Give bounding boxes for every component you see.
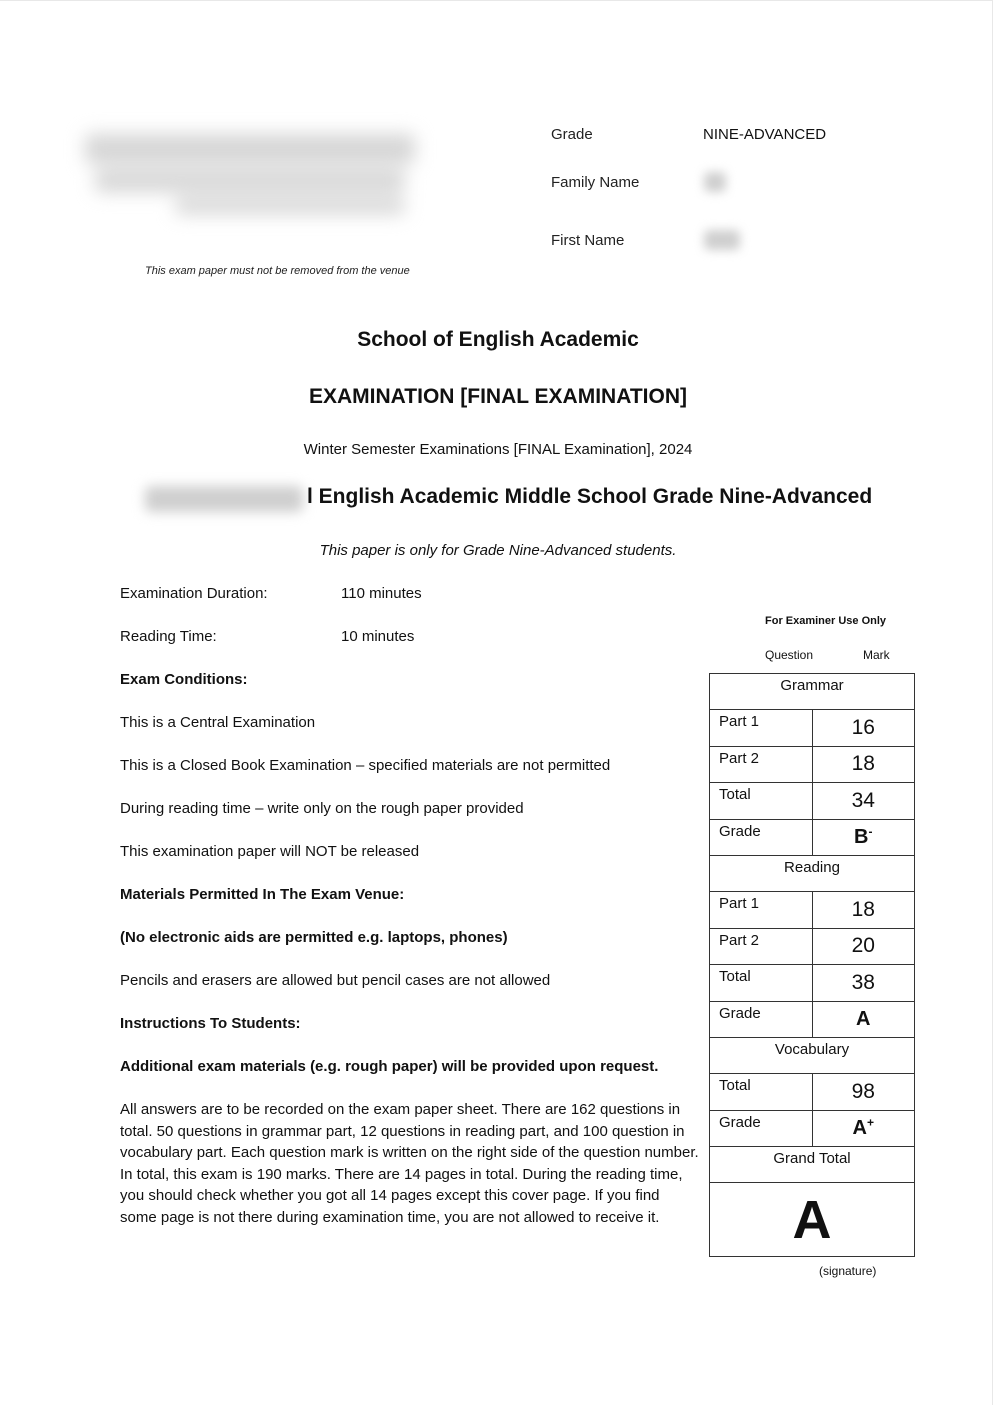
marks-table — [709, 673, 915, 1257]
exam-title: EXAMINATION [FINAL EXAMINATION] — [309, 385, 687, 408]
vocabulary-grade-label: Grade — [710, 1110, 813, 1147]
vocabulary-total-label: Total — [710, 1074, 813, 1111]
grammar-part1-label: Part 1 — [710, 710, 813, 747]
table-row — [710, 1074, 915, 1111]
vocabulary-grade-modifier: + — [866, 1115, 874, 1130]
reading-part2-mark: 20 — [812, 928, 915, 965]
grammar-part2-label: Part 2 — [710, 746, 813, 783]
vocabulary-grade-letter: A — [852, 1116, 867, 1139]
redacted-logo — [85, 128, 415, 218]
redacted-first-name — [704, 230, 740, 250]
mark-column-header: Mark — [863, 648, 890, 662]
duration-value: 110 minutes — [341, 585, 422, 602]
question-column-header: Question — [765, 648, 814, 662]
reading-grade: A — [812, 1001, 915, 1038]
grammar-heading: Grammar — [710, 674, 915, 710]
signature-label: (signature) — [819, 1264, 877, 1278]
grade-label: Grade — [551, 126, 593, 143]
reading-total-mark: 38 — [812, 965, 915, 1002]
condition-line: This is a Central Examination — [120, 714, 316, 731]
first-name-label: First Name — [551, 232, 625, 249]
reading-time-label: Reading Time: — [120, 628, 217, 645]
grand-total-heading: Grand Total — [710, 1147, 915, 1183]
vocabulary-grade — [812, 1110, 915, 1147]
grammar-grade — [812, 819, 915, 856]
instructions-note: Additional exam materials (e.g. rough paper) will be provided upon request. — [120, 1058, 659, 1075]
vocabulary-total-mark: 98 — [812, 1074, 915, 1111]
condition-line: This is a Closed Book Examination – specified materials are not permitted — [120, 757, 611, 774]
grammar-grade-letter: B — [854, 825, 869, 848]
paper-note: This paper is only for Grade Nine-Advanced students. — [319, 542, 677, 559]
grammar-total-mark: 34 — [812, 783, 915, 820]
grammar-grade-modifier: - — [868, 824, 873, 839]
table-row — [710, 1110, 915, 1147]
table-row — [710, 892, 915, 929]
instructions-paragraph: All answers are to be recorded on the exam paper sheet. There are 162 questions in total. 50 questions in grammar part, 12 questions in reading part, and 100 question in vocabulary part. Each question mark is written on the right side of the question number. In total, this exam is 190 marks. There are 14 pages in total. During the reading time, you should check whether you got all 14 pages except this cover page. If you find some page is not there during examination time, you are not allowed to receive it. — [120, 1101, 699, 1226]
grade-value: NINE-ADVANCED — [703, 126, 827, 143]
grammar-grade-label: Grade — [710, 819, 813, 856]
reading-time-value: 10 minutes — [341, 628, 415, 645]
table-row — [710, 746, 915, 783]
duration-label: Examination Duration: — [120, 585, 268, 602]
reading-part1-label: Part 1 — [710, 892, 813, 929]
family-name-label: Family Name — [551, 174, 640, 191]
grammar-part2-mark: 18 — [812, 746, 915, 783]
table-row — [710, 710, 915, 747]
instructions-heading: Instructions To Students: — [120, 1015, 301, 1032]
program-title: l English Academic Middle School Grade Nine-Advanced — [307, 485, 873, 508]
table-row — [710, 783, 915, 820]
table-row — [710, 819, 915, 856]
reading-total-label: Total — [710, 965, 813, 1002]
redacted-program-prefix — [145, 486, 303, 512]
school-name: School of English Academic — [357, 328, 639, 351]
reading-grade-label: Grade — [710, 1001, 813, 1038]
grammar-part1-mark: 16 — [812, 710, 915, 747]
condition-line: This examination paper will NOT be released — [120, 843, 420, 860]
condition-line: During reading time – write only on the rough paper provided — [120, 800, 524, 817]
venue-notice: This exam paper must not be removed from the venue — [145, 265, 410, 277]
conditions-heading: Exam Conditions: — [120, 671, 248, 688]
semester-line: Winter Semester Examinations [FINAL Examination], 2024 — [303, 441, 693, 458]
materials-note: (No electronic aids are permitted e.g. laptops, phones) — [120, 929, 508, 946]
reading-heading: Reading — [710, 856, 915, 892]
reading-part2-label: Part 2 — [710, 928, 813, 965]
table-row — [710, 1001, 915, 1038]
grammar-total-label: Total — [710, 783, 813, 820]
redacted-family-name — [704, 172, 726, 192]
table-row — [710, 965, 915, 1002]
table-row — [710, 928, 915, 965]
grand-total-grade: A — [710, 1183, 915, 1257]
vocabulary-heading: Vocabulary — [710, 1038, 915, 1074]
reading-part1-mark: 18 — [812, 892, 915, 929]
materials-heading: Materials Permitted In The Exam Venue: — [120, 886, 405, 903]
examiner-use-title: For Examiner Use Only — [765, 615, 887, 627]
materials-line: Pencils and erasers are allowed but pencil cases are not allowed — [120, 972, 551, 989]
